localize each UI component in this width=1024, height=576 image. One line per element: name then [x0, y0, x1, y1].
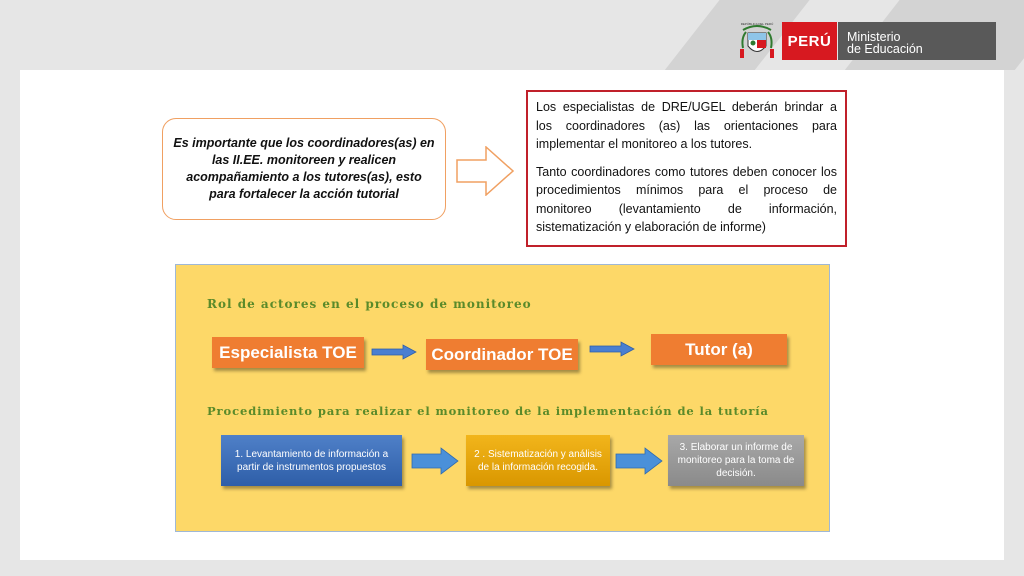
guidance-box: [526, 90, 847, 247]
roles-heading: Rol de actores en el proceso de monitoreo: [207, 297, 532, 311]
ministry-line-2: de Educación: [847, 42, 923, 56]
role-especialista: Especialista TOE: [212, 337, 364, 368]
coat-of-arms-icon: [737, 24, 777, 60]
right-arrow-icon: [456, 146, 514, 196]
role-coordinador: Coordinador TOE: [426, 339, 578, 370]
peru-badge: PERÚ: [782, 22, 837, 60]
right-arrow-icon: [589, 341, 635, 357]
guidance-paragraph-2: Tanto coordinadores como tutores deben conocer los procedimientos mínimos para el proceso de monitoreo (levantamiento de información, sistematización y elaboración de informe): [536, 164, 837, 234]
procedure-heading: Procedimiento para realizar el monitoreo de la implementación de la tutoría: [207, 404, 769, 418]
guidance-paragraph-1: Los especialistas de DRE/UGEL deberán brindar a los coordinadores (as) las orientaciones para implementar el monitoreo a los tutores.: [536, 100, 837, 151]
step-systematization: 2 . Sistematización y análisis de la información recogida.: [466, 435, 610, 486]
ministry-line-1: Ministerio: [847, 30, 901, 44]
right-arrow-icon: [615, 447, 663, 475]
step-data-collection: 1. Levantamiento de información a partir de instrumentos propuestos: [221, 435, 402, 486]
ministry-badge: [838, 22, 996, 60]
importance-callout: Es importante que los coordinadores(as) en las II.EE. monitoreen y realicen acompañamiento a los tutores(as), esto para fortalecer la acción tutorial: [162, 118, 446, 220]
right-arrow-icon: [411, 447, 459, 475]
step-report: 3. Elaborar un informe de monitoreo para la toma de decisión.: [668, 435, 804, 486]
right-arrow-icon: [371, 344, 417, 360]
coat-of-arms-caption: REPÚBLICA DEL PERÚ: [740, 22, 774, 26]
role-tutor: Tutor (a): [651, 334, 787, 365]
